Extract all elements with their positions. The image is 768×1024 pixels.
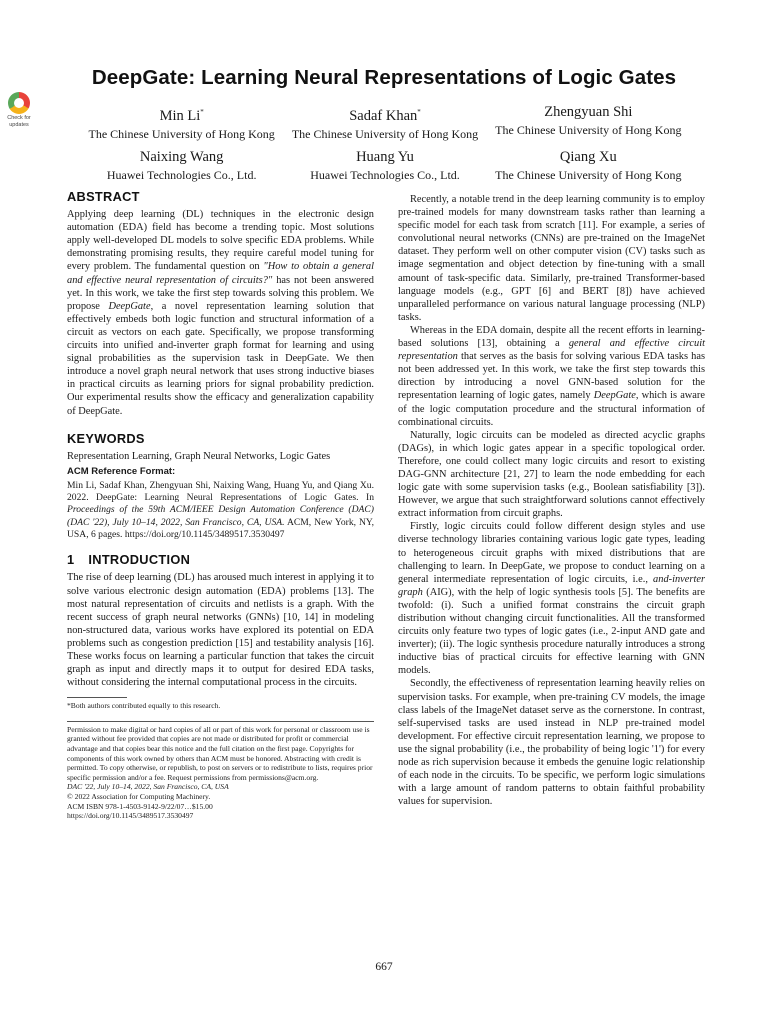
- permission-text: Permission to make digital or hard copies of all or part of this work for personal or classroom use is granted without fee provided that copies are not made or distributed for profit or commercial advantage and that copies bear this notice and the full citation on the first page. Copyrights for components of this work owned by others than ACM must be honored. Abstracting with credit is permitted. To copy otherwise, or republish, to post on servers or to redistribute to lists, requires prior specific permission and/or a fee. Request permissions from permissions@acm.org.: [67, 724, 373, 782]
- body-paragraph: [398, 324, 705, 429]
- doi-link[interactable]: https://doi.org/10.1145/3489517.3530497: [67, 811, 194, 821]
- abstract-heading: ABSTRACT: [67, 189, 140, 204]
- author-affiliation: The Chinese University of Hong Kong: [88, 126, 275, 141]
- acm-reference-venue: Proceedings of the 59th ACM/IEEE Design Automation Conference (DAC) (DAC '22), July 10–14, 2022, San Francisco, CA, USA.: [67, 504, 374, 528]
- abstract-question: "How to obtain a general and effective neural representation of circuits?": [67, 261, 374, 286]
- equal-contribution-mark: *: [417, 108, 421, 116]
- body-paragraph: Secondly, the effectiveness of representation learning heavily relies on supervision tasks. For example, when pre-training CV models, the image class labels of the ImageNet dataset serve as the cornerstone. In contrast, self-supervised tasks are used instead in NLP pre-trained model development. For effective circuit representation learning, we propose to use the signal probability (i.e., the probability of being logic '1') for every node as rich supervision because it embeds the genuine logic relationship of each node in the circuits. To be specific, we perform logic simulations with a large amount of random patterns to obtain faithful probability values for supervision.: [398, 678, 705, 808]
- keywords-heading: KEYWORDS: [67, 430, 145, 446]
- check-for-updates-badge[interactable]: [3, 92, 35, 128]
- equal-contribution-footnote: *Both authors contributed equally to this research.: [67, 701, 221, 711]
- author-block: [487, 103, 690, 142]
- author-row-1: [80, 103, 690, 142]
- right-column: [398, 193, 705, 808]
- author-affiliation: The Chinese University of Hong Kong: [291, 126, 479, 141]
- body-emphasis: general and effective circuit representation: [398, 338, 705, 363]
- acm-reference-text: [67, 480, 374, 541]
- permission-divider: [67, 721, 374, 722]
- footnote-divider: [67, 697, 127, 698]
- author-block: [283, 148, 486, 183]
- badge-label-1: Check for: [7, 115, 31, 121]
- author-block: [283, 103, 486, 142]
- equal-contribution-mark: *: [200, 108, 204, 116]
- body-paragraph: Recently, a notable trend in the deep learning community is to employ pre-trained models for many downstream tasks rather than learning a specific model for each task from scratch [11]. For example, a series of convolutional neural networks (CNNs) are pre-trained on the ImageNet dataset. They perform well on other computer vision (CV) tasks such as image segmentation and object detection by fine-tuning with a small amount of task-specific data. Similarly, pre-trained Transformer-based language models (e.g., GPT [6] and BERT [8]) have achieved unparalleled performance on various natural language processing (NLP) tasks.: [398, 194, 705, 323]
- acm-reference-part-1: Min Li, Sadaf Khan, Zhengyuan Shi, Naixing Wang, Huang Yu, and Qiang Xu. 2022. DeepGate: Learning Neural Representations of Logic Gates. In: [67, 479, 374, 504]
- left-column: [67, 190, 374, 821]
- keywords-text: Representation Learning, Graph Neural Networks, Logic Gates: [67, 450, 331, 462]
- abstract-text-2: has not been answered yet. In this work, we take the first step towards solving this problem. We propose: [67, 274, 374, 312]
- author-name: Naixing Wang: [139, 149, 224, 165]
- badge-label-2: updates: [9, 122, 29, 128]
- body-emphasis: and-inverter graph: [398, 573, 705, 598]
- body-text: that serves as the basis for solving various EDA tasks has not been addressed yet. In this work, we take the first step towards this direction by introducing a novel GNN-based solution for the representation learning of logic gates, namely: [398, 351, 705, 402]
- crossmark-icon: [8, 92, 30, 114]
- author-affiliation: The Chinese University of Hong Kong: [495, 168, 682, 182]
- abstract-text-1: Applying deep learning (DL) techniques in the electronic design automation (EDA) field has become a trending topic. Most solutions apply well-developed DL models to solve specific EDA problems. While demonstrating promising results, they require careful model tuning for every problem. The fundamental question on: [67, 209, 374, 273]
- abstract-text-3: , a novel representation learning solution that effectively embeds both logic function and structural information of a circuit as vectors on each gate. Specifically, we propose transforming circuits into unified and-inverter graph format for learning and using signal probabilities as the supervision task in DeepGate. We then introduce a novel graph neural network that uses strong inductive biases in practical circuits as learning priors for signal probability prediction. Our experimental results show the efficacy and generalization capability of DeepGate.: [67, 300, 375, 417]
- abstract-deepgate: DeepGate: [108, 300, 151, 312]
- body-text: Whereas in the EDA domain, despite all the recent efforts in learning-based solutions [13], obtaining a: [398, 324, 705, 350]
- body-text: , which is aware of the logic computation procedure and the structural information of combinational circuits.: [398, 390, 705, 428]
- section-title: INTRODUCTION: [88, 552, 191, 568]
- author-block: [487, 148, 690, 183]
- body-text: Firstly, logic circuits could follow different design styles and use diverse technology libraries containing various logic gate types, leading to heterogeneous circuit graphs with mixed distributions that are challenging to learn. In DeepGate, we propose to conduct learning on a general intermediate representation of logic circuits, i.e.,: [398, 521, 705, 585]
- body-paragraph: [398, 520, 705, 677]
- author-name: Qiang Xu: [559, 149, 617, 165]
- acm-reference-heading: ACM Reference Format:: [67, 465, 176, 477]
- section-number: 1: [67, 552, 75, 568]
- permission-notice: [67, 725, 374, 821]
- author-affiliation: Huawei Technologies Co., Ltd.: [106, 168, 257, 182]
- author-row-2: [80, 148, 690, 183]
- author-name: Sadaf Khan: [349, 107, 418, 124]
- author-block: [80, 148, 283, 183]
- paper-title: DeepGate: Learning Neural Representations of Logic Gates: [91, 66, 677, 89]
- abstract-paragraph: [67, 208, 374, 418]
- conference-line: DAC '22, July 10–14, 2022, San Francisco, CA, USA: [67, 782, 229, 792]
- body-text: (AIG), with the help of logic synthesis tools [5]. The benefits are twofold: (i). Such a unified format constrains the circuit graph distribution without changing circuit functionalities. All the transformed circuits only feature two types of logic gates (i.e., 2-input AND gate and inverter); (ii). The logic synthesis procedure naturally introduces a strong inductive bias of practical circuits for effective learning with GNN models.: [398, 586, 705, 677]
- author-name: Zhengyuan Shi: [544, 104, 633, 120]
- page-number: 667: [375, 961, 393, 973]
- body-paragraph: Naturally, logic circuits can be modeled as directed acyclic graphs (DAGs), in which logic gates appear in a specific topological order. Therefore, one could collect many logic circuits and resort to existing DAG-GNN architecture [21, 27] to learn the node embedding for each logic gate with some supervision tasks (e.g., Boolean satisfiability [3]). However, we argue that such straightforward solutions cannot effectively extract information from circuit graphs.: [398, 429, 705, 520]
- body-emphasis: DeepGate: [593, 390, 636, 402]
- isbn-line: ACM ISBN 978-1-4503-9142-9/22/07…$15.00: [67, 801, 213, 811]
- author-name: Min Li: [159, 107, 201, 124]
- introduction-heading: [67, 553, 374, 566]
- acm-reference-part-2: ACM, New York, NY, USA, 6 pages. https://doi.org/10.1145/3489517.3530497: [67, 516, 374, 541]
- author-name: Huang Yu: [356, 149, 414, 165]
- author-block: [80, 103, 283, 142]
- copyright-line: © 2022 Association for Computing Machinery.: [67, 792, 211, 802]
- author-affiliation: Huawei Technologies Co., Ltd.: [310, 168, 460, 182]
- introduction-paragraph: The rise of deep learning (DL) has aroused much interest in applying it to solve various electronic design automation (EDA) problems [13]. The most natural representation of circuits and netlists is a graph. With the recent success of graph neural networks (GNNs) [10, 14] in modeling non-structured data, various works have explored its potential on EDA problems such as congestion prediction [15] and testability analysis [16]. These works focus on learning a particular function that takes the circuit graph as input and directly maps it to output for desired EDA tasks, without considering the internal computational process in the circuits.: [67, 572, 374, 689]
- author-affiliation: The Chinese University of Hong Kong: [495, 123, 682, 137]
